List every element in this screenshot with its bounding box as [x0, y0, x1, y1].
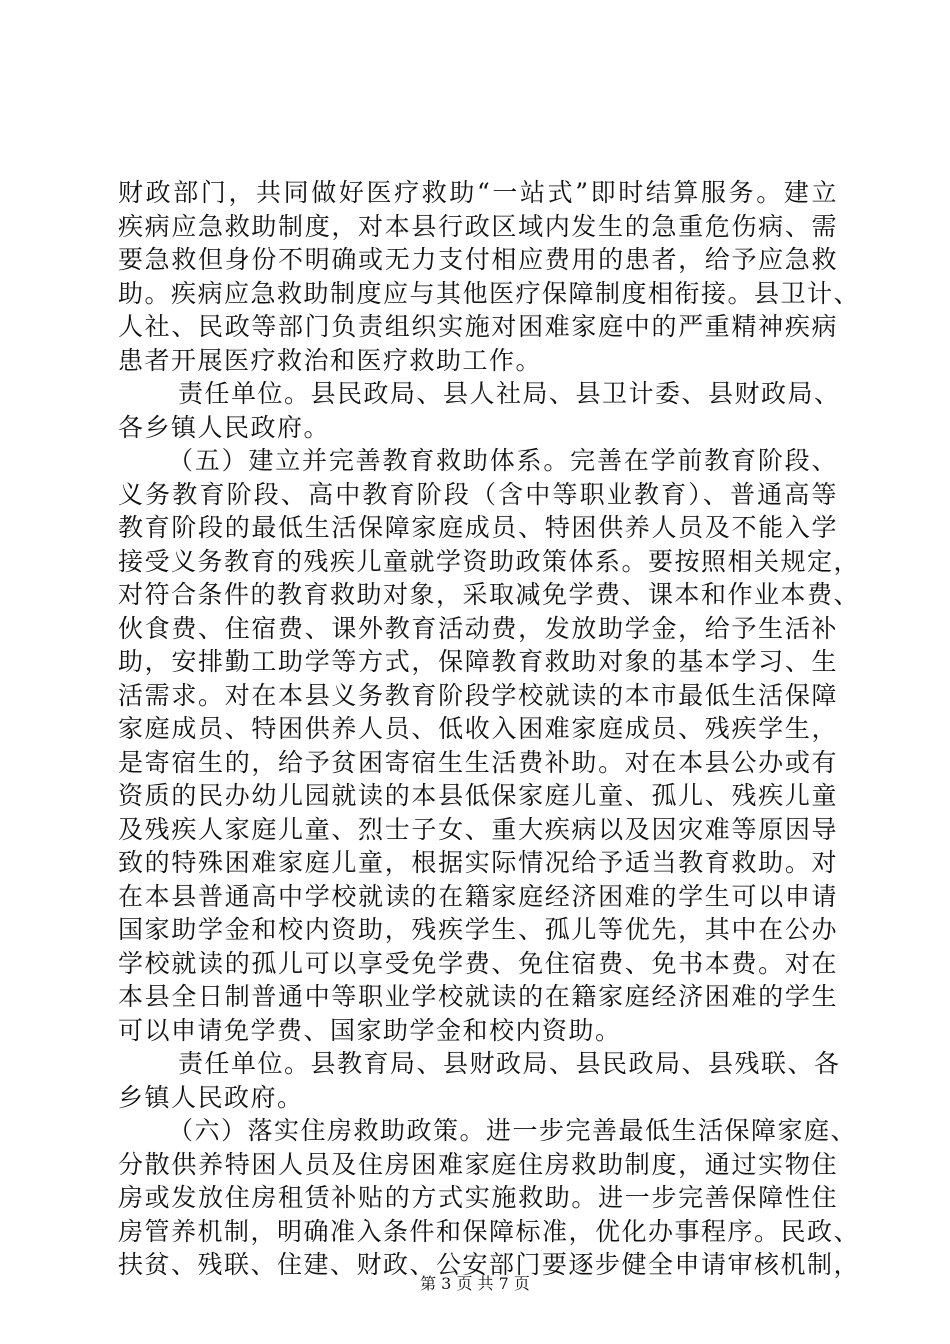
text-line: 各乡镇人民政府。: [118, 412, 331, 442]
text-line: 资质的民办幼儿园就读的本县低保家庭儿童、孤儿、残疾儿童: [118, 781, 838, 810]
text-line: 助。疾病应急救助制度应与其他医疗保障制度相衔接。县卫计、: [118, 278, 861, 308]
text-line: 疾病应急救助制度，对本县行政区域内发生的急重危伤病、需: [118, 211, 838, 241]
text-line: 义务教育阶段、高中教育阶段（含中等职业教育）、普通高等: [118, 479, 838, 509]
text-line: 责任单位。县教育局、县财政局、县民政局、县残联、各: [178, 1049, 841, 1078]
text-line: 是寄宿生的，给予贫困寄宿生生活费补助。对在本县公办或有: [118, 747, 838, 777]
page-number-footer: 第 3 页 共 7 页: [420, 1274, 530, 1293]
text-line: 教育阶段的最低生活保障家庭成员、特困供养人员及不能入学: [118, 513, 838, 542]
text-line: 致的特殊困难家庭儿童，根据实际情况给予适当教育救助。对: [118, 848, 838, 877]
text-line: 伙食费、住宿费、课外教育活动费，发放助学金，给予生活补: [118, 613, 838, 643]
text-line: 房或发放住房租赁补贴的方式实施救助。进一步完善保障性住: [118, 1183, 838, 1212]
text-line: 本县全日制普通中等职业学校就读的在籍家庭经济困难的学生: [118, 982, 838, 1011]
text-line: 可以申请免学费、国家助学金和校内资助。: [118, 1015, 622, 1045]
text-line: （六）落实住房救助政策。进一步完善最低生活保障家庭、: [168, 1116, 858, 1145]
text-line: 财政部门，共同做好医疗救助“一站式”即时结算服务。建立: [118, 178, 838, 207]
text-line: （五）建立并完善教育救助体系。完善在学前教育阶段、: [168, 446, 838, 475]
document-body: [118, 176, 861, 1282]
text-line: 对符合条件的教育救助对象，采取减免学费、课本和作业本费、: [118, 580, 861, 609]
text-line: 患者开展医疗救治和医疗救助工作。: [118, 345, 543, 375]
text-line: 助，安排勤工助学等方式，保障教育救助对象的基本学习、生: [118, 647, 838, 676]
text-line: 房管养机制，明确准入条件和保障标准，优化办事程序。民政、: [118, 1216, 861, 1246]
text-line: 乡镇人民政府。: [118, 1082, 304, 1112]
text-line: 接受义务教育的残疾儿童就学资助政策体系。要按照相关规定，: [118, 546, 861, 576]
text-line: 责任单位。县民政局、县人社局、县卫计委、县财政局、: [178, 379, 841, 408]
text-line: 及残疾人家庭儿童、烈士子女、重大疾病以及因灾难等原因导: [118, 814, 838, 844]
text-line: 活需求。对在本县义务教育阶段学校就读的本市最低生活保障: [118, 680, 838, 710]
text-line: 人社、民政等部门负责组织实施对困难家庭中的严重精神疾病: [118, 312, 838, 341]
text-line: 扶贫、残联、住建、财政、公安部门要逐步健全申请审核机制，: [118, 1250, 861, 1279]
text-line: 学校就读的孤儿可以享受免学费、免住宿费、免书本费。对在: [118, 948, 838, 978]
text-line: 国家助学金和校内资助，残疾学生、孤儿等优先，其中在公办: [118, 915, 838, 944]
text-line: 在本县普通高中学校就读的在籍家庭经济困难的学生可以申请: [118, 881, 838, 911]
text-line: 分散供养特困人员及住房困难家庭住房救助制度，通过实物住: [118, 1149, 838, 1179]
text-line: 要急救但身份不明确或无力支付相应费用的患者，给予应急救: [118, 245, 838, 274]
text-line: 家庭成员、特困供养人员、低收入困难家庭成员、残疾学生，: [118, 714, 838, 743]
